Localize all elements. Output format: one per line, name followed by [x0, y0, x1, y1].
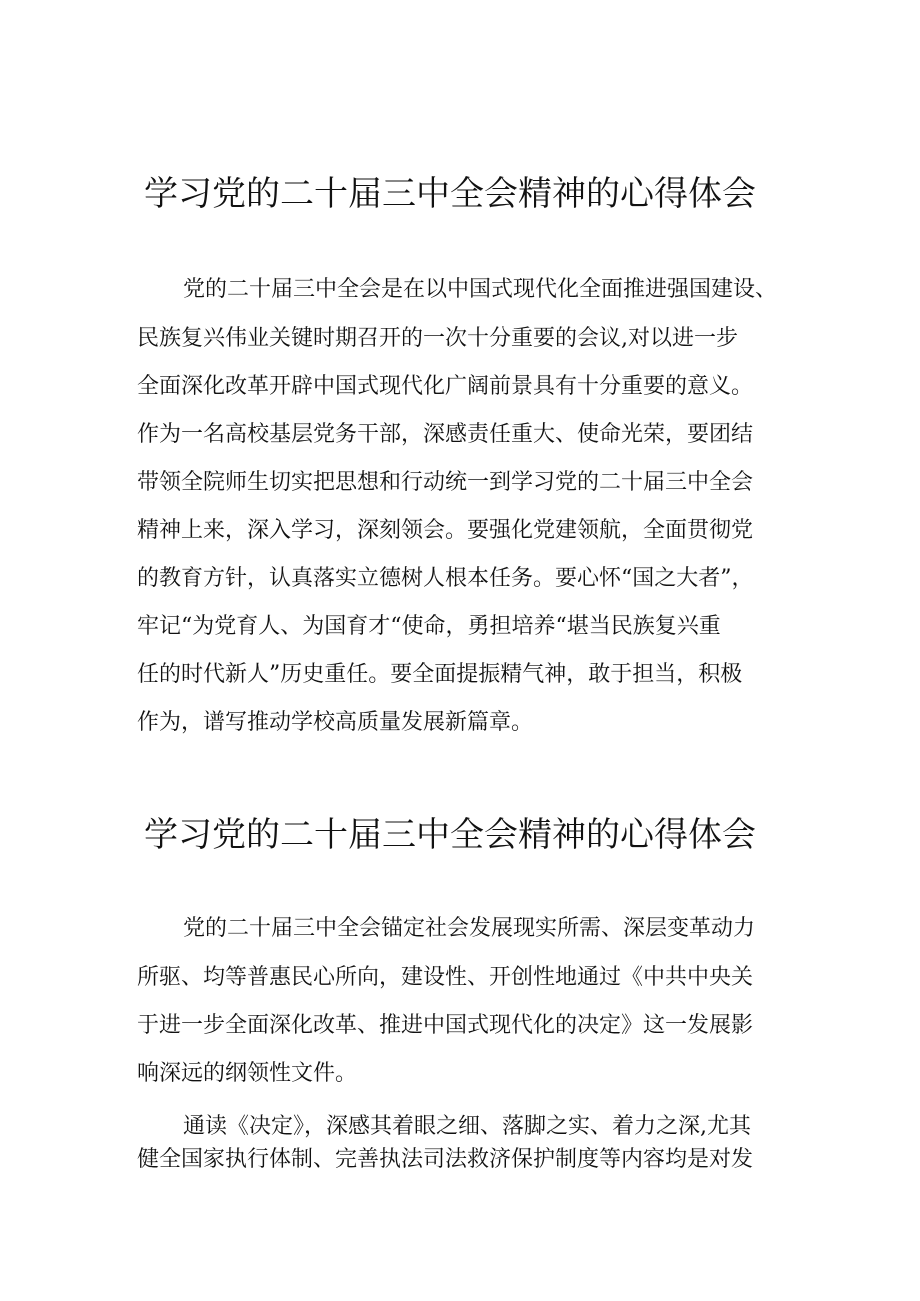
- section-2-line: 党的二十届三中全会锚定社会发展现实所需、深层变革动力: [183, 916, 756, 941]
- section-1-line: 牢记“为党育人、为国育才“使命，勇担培养“堪当民族复兴重: [137, 614, 721, 639]
- section-1-line: 党的二十届三中全会是在以中国式现代化全面推进强国建设、: [183, 277, 778, 302]
- section-1-line: 作为一名高校基层党务干部，深感责任重大、使命光荣，要团结: [137, 422, 754, 447]
- section-1-line: 作为，谱写推动学校高质量发展新篇章。: [137, 710, 534, 735]
- section-1-line: 民族复兴伟业关键时期召开的一次十分重要的会议,对以进一步: [137, 326, 738, 351]
- section-2-line: 健全国家执行体制、完善执法司法救济保护制度等内容均是对发: [137, 1147, 754, 1172]
- section-1-title: 学习党的二十届三中全会精神的心得体会: [144, 174, 756, 214]
- section-2-title: 学习党的二十届三中全会精神的心得体会: [144, 815, 756, 855]
- section-1-line: 任的时代新人”历史重任。要全面提振精气神，敢于担当，积极: [137, 662, 743, 687]
- section-1-line: 精神上来，深入学习，深刻领会。要强化党建领航，全面贯彻党: [137, 518, 754, 543]
- section-1-line: 全面深化改革开辟中国式现代化广阔前景具有十分重要的意义。: [137, 374, 754, 399]
- section-2-line: 通读《决定》，深感其着眼之细、落脚之实、着力之深,尤其: [183, 1114, 751, 1139]
- section-2-line: 响深远的纲领性文件。: [137, 1061, 358, 1086]
- section-2-line: 所驱、均等普惠民心所向，建设性、开创性地通过《中共中央关: [137, 965, 754, 990]
- section-1-line: 带领全院师生切实把思想和行动统一到学习党的二十届三中全会: [137, 470, 754, 495]
- section-1-line: 的教育方针，认真落实立德树人根本任务。要心怀“国之大者”，: [137, 566, 754, 591]
- section-2-line: 于进一步全面深化改革、推进中国式现代化的决定》这一发展影: [137, 1013, 754, 1038]
